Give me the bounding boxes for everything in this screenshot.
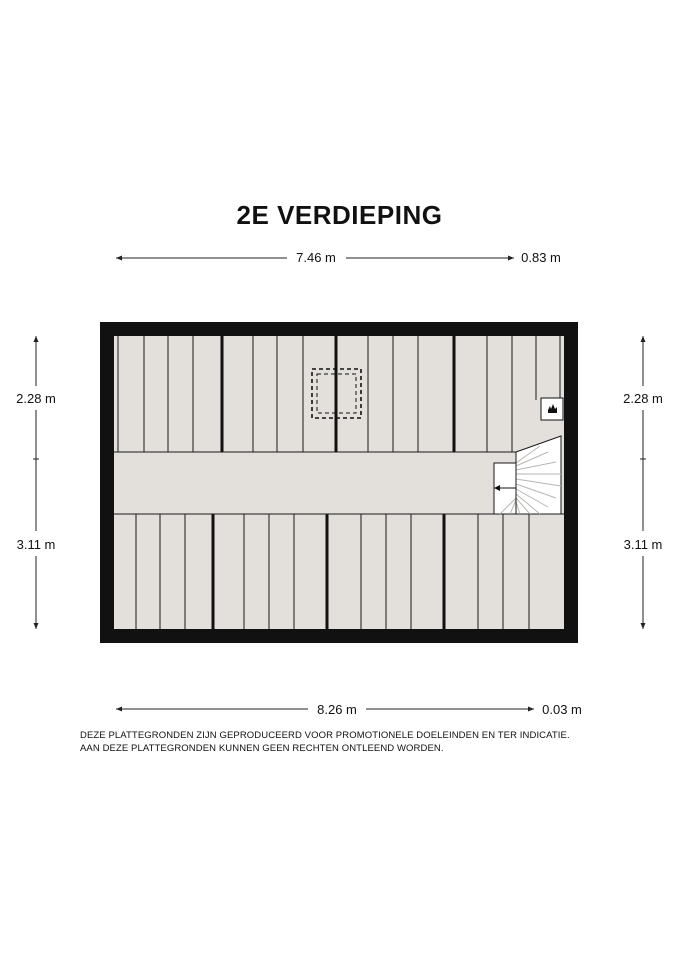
page-title: 2E VERDIEPING — [236, 200, 443, 230]
dim-top-main: 7.46 m — [296, 250, 336, 265]
dimension-top — [116, 250, 561, 265]
dimension-bottom — [116, 702, 582, 717]
disclaimer-line-2: AAN DEZE PLATTEGRONDEN KUNNEN GEEN RECHTEN ONTLEEND WORDEN. — [80, 743, 444, 754]
dim-right-top: 2.28 m — [623, 391, 663, 406]
dimension-right — [623, 336, 663, 629]
dimension-left — [16, 336, 56, 629]
dim-left-bottom: 3.11 m — [16, 537, 56, 552]
disclaimer — [80, 729, 570, 755]
dim-bottom-main: 8.26 m — [317, 702, 357, 717]
dim-left-top: 2.28 m — [16, 391, 56, 406]
dim-top-right: 0.83 m — [521, 250, 561, 265]
boiler-flame-icon — [541, 398, 563, 420]
dim-bottom-right: 0.03 m — [542, 702, 582, 717]
disclaimer-line-1: DEZE PLATTEGRONDEN ZIJN GEPRODUCEERD VOOR PROMOTIONELE DOELEINDEN EN TER INDICATIE. — [80, 730, 570, 741]
dim-right-bottom: 3.11 m — [623, 537, 663, 552]
